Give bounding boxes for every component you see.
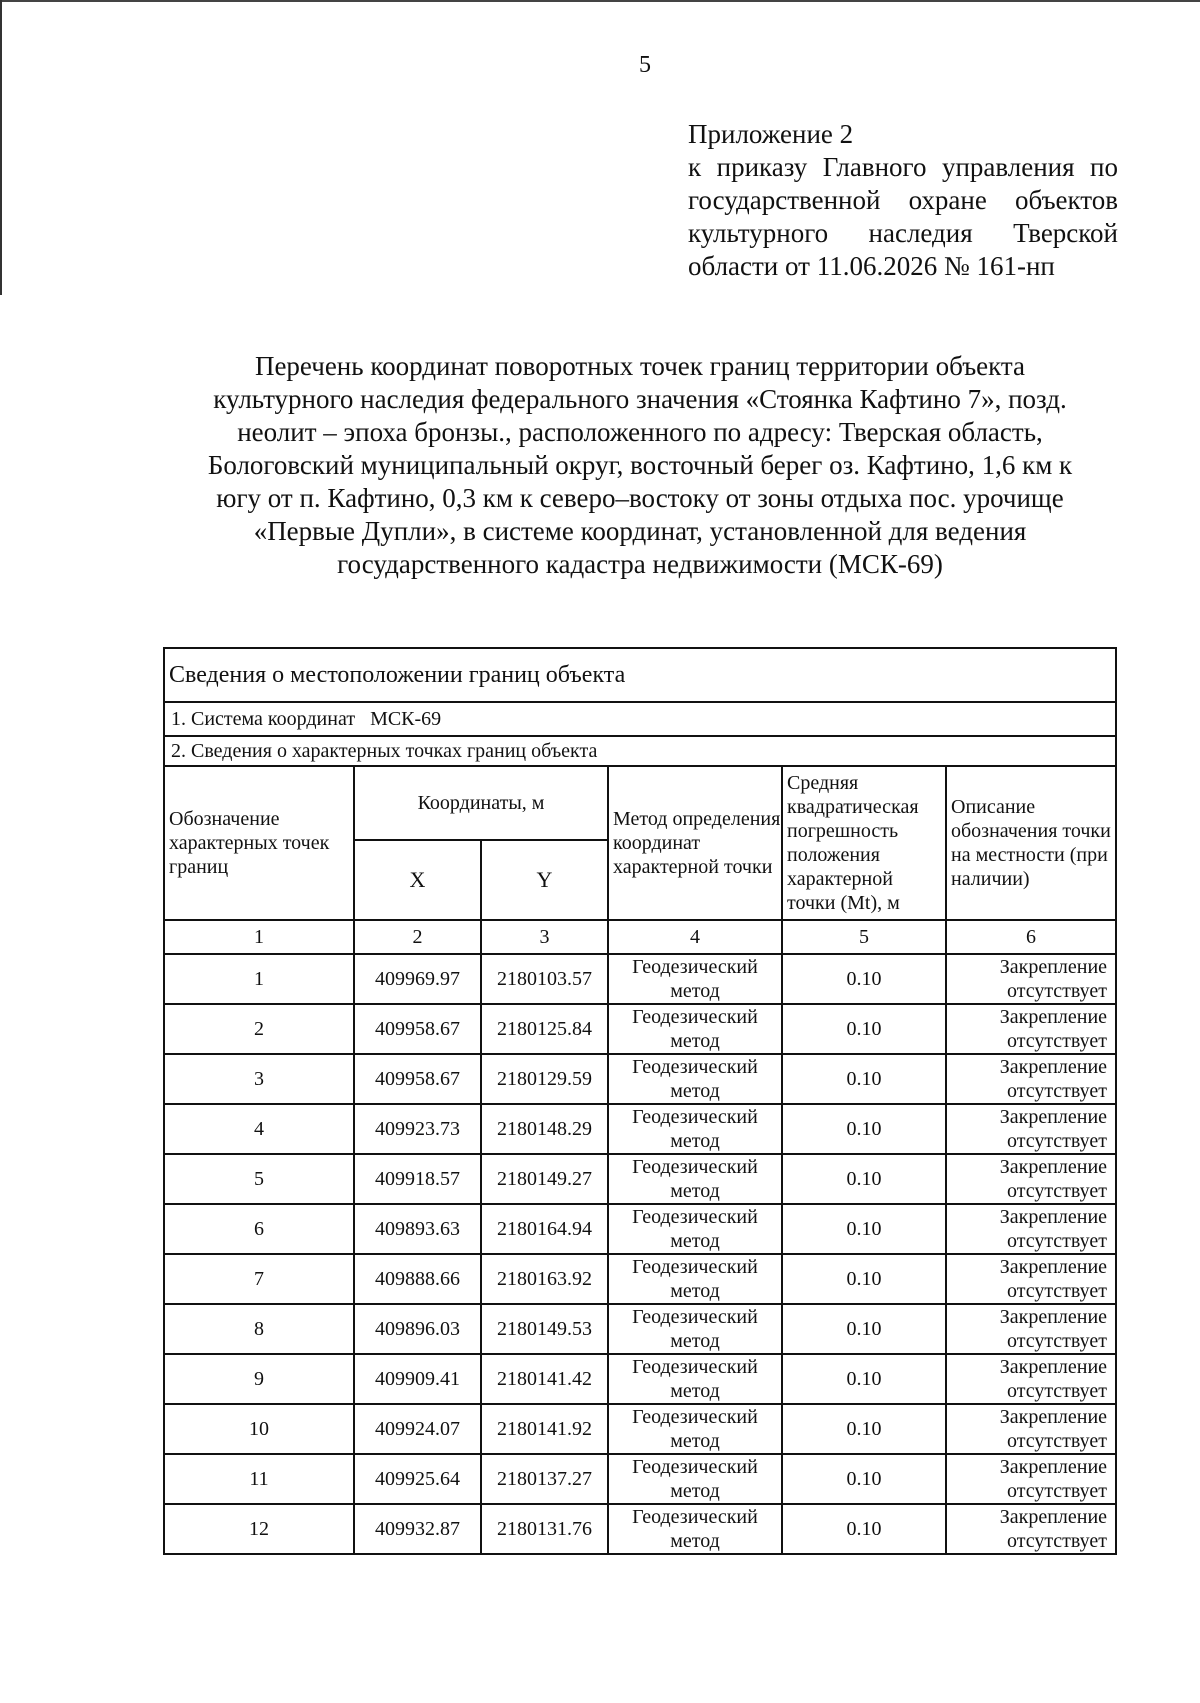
method-cell bbox=[608, 954, 782, 1004]
coordinate-x: 409923.73 bbox=[354, 1104, 481, 1154]
title-line: государственного кадастра недвижимости (МСК-69) bbox=[337, 549, 943, 579]
description-line-1: Закрепление bbox=[999, 1006, 1108, 1028]
point-number: 8 bbox=[164, 1304, 354, 1354]
method-line-2: метод bbox=[670, 1280, 720, 1302]
title-line: неолит – эпоха бронзы., расположенного по адресу: Тверская область, bbox=[237, 417, 1043, 447]
table-row bbox=[164, 1404, 1116, 1454]
coordinate-x: 409932.87 bbox=[354, 1504, 481, 1554]
method-line-1: Геодезический bbox=[632, 1306, 758, 1328]
header-coordinates: Координаты, м bbox=[354, 766, 608, 840]
description-line-1: Закрепление bbox=[999, 1256, 1108, 1278]
table-row bbox=[164, 1004, 1116, 1054]
method-line-1: Геодезический bbox=[632, 1206, 758, 1228]
description-cell bbox=[946, 1304, 1116, 1354]
method-line-2: метод bbox=[670, 1030, 720, 1052]
coordinate-y: 2180163.92 bbox=[481, 1254, 608, 1304]
method-line-2: метод bbox=[670, 1530, 720, 1552]
appendix-line-4: культурного наследия Тверской bbox=[688, 218, 1118, 248]
point-number: 2 bbox=[164, 1004, 354, 1054]
method-line-2: метод bbox=[670, 1430, 720, 1452]
method-cell bbox=[608, 1204, 782, 1254]
description-line-2: отсутствует bbox=[1006, 1530, 1108, 1552]
column-number: 2 bbox=[354, 920, 481, 954]
description-cell bbox=[946, 1354, 1116, 1404]
mean-square-error: 0.10 bbox=[782, 1354, 946, 1404]
mean-square-error: 0.10 bbox=[782, 1454, 946, 1504]
description-line-1: Закрепление bbox=[999, 1406, 1108, 1428]
description-line-1: Закрепление bbox=[999, 1456, 1108, 1478]
method-line-1: Геодезический bbox=[632, 1006, 758, 1028]
description-line-2: отсутствует bbox=[1006, 1280, 1108, 1302]
coordinate-x: 409893.63 bbox=[354, 1204, 481, 1254]
scan-border-left bbox=[0, 0, 2, 295]
table-row bbox=[164, 1354, 1116, 1404]
appendix-line-1: Приложение 2 bbox=[688, 119, 854, 149]
title-line: «Первые Дупли», в системе координат, установленной для ведения bbox=[253, 516, 1027, 546]
page-number: 5 bbox=[639, 52, 651, 78]
method-cell bbox=[608, 1454, 782, 1504]
point-number: 3 bbox=[164, 1054, 354, 1104]
description-cell bbox=[946, 954, 1116, 1004]
description-line-2: отсутствует bbox=[1006, 1180, 1108, 1202]
coordinate-y: 2180141.92 bbox=[481, 1404, 608, 1454]
table-row bbox=[164, 954, 1116, 1004]
description-cell bbox=[946, 1004, 1116, 1054]
method-line-2: метод bbox=[670, 1380, 720, 1402]
appendix-header bbox=[688, 118, 1118, 283]
appendix-line-2: к приказу Главного управления по bbox=[688, 152, 1118, 182]
coordinate-x: 409925.64 bbox=[354, 1454, 481, 1504]
column-number: 3 bbox=[481, 920, 608, 954]
point-number: 9 bbox=[164, 1354, 354, 1404]
method-line-1: Геодезический bbox=[632, 956, 758, 978]
coordinate-y: 2180137.27 bbox=[481, 1454, 608, 1504]
method-line-2: метод bbox=[670, 1330, 720, 1352]
coordinate-x: 409958.67 bbox=[354, 1004, 481, 1054]
description-cell bbox=[946, 1254, 1116, 1304]
coordinate-y: 2180129.59 bbox=[481, 1054, 608, 1104]
mean-square-error: 0.10 bbox=[782, 1304, 946, 1354]
coordinate-y: 2180164.94 bbox=[481, 1204, 608, 1254]
description-cell bbox=[946, 1454, 1116, 1504]
table-row bbox=[164, 1304, 1116, 1354]
header-error: Средняя квадратическая погрешность положения характерной точки (Mt), м bbox=[782, 766, 946, 920]
table-row bbox=[164, 1054, 1116, 1104]
table-caption: Сведения о местоположении границ объекта bbox=[164, 648, 1116, 702]
method-line-2: метод bbox=[670, 1130, 720, 1152]
coordinate-y: 2180131.76 bbox=[481, 1504, 608, 1554]
table-row bbox=[164, 1254, 1116, 1304]
method-cell bbox=[608, 1354, 782, 1404]
description-line-1: Закрепление bbox=[999, 956, 1108, 978]
method-line-1: Геодезический bbox=[632, 1356, 758, 1378]
method-line-2: метод bbox=[670, 1080, 720, 1102]
mean-square-error: 0.10 bbox=[782, 1404, 946, 1454]
table-body bbox=[164, 954, 1116, 1554]
title-line: Перечень координат поворотных точек границ территории объекта bbox=[254, 351, 1026, 381]
method-cell bbox=[608, 1054, 782, 1104]
point-number: 4 bbox=[164, 1104, 354, 1154]
coordinate-system-row bbox=[164, 702, 1116, 736]
coordinate-x: 409969.97 bbox=[354, 954, 481, 1004]
coordinate-system-label: 1. Система координат bbox=[171, 707, 356, 730]
coordinate-x: 409924.07 bbox=[354, 1404, 481, 1454]
coordinate-y: 2180141.42 bbox=[481, 1354, 608, 1404]
description-line-1: Закрепление bbox=[999, 1106, 1108, 1128]
appendix-line-3: государственной охране объектов bbox=[688, 185, 1118, 215]
scan-border-top bbox=[0, 0, 1200, 2]
method-cell bbox=[608, 1504, 782, 1554]
coordinate-system-value: МСК-69 bbox=[370, 707, 442, 730]
method-line-2: метод bbox=[670, 1480, 720, 1502]
method-line-1: Геодезический bbox=[632, 1456, 758, 1478]
coordinate-y: 2180149.27 bbox=[481, 1154, 608, 1204]
table-row bbox=[164, 1154, 1116, 1204]
description-line-1: Закрепление bbox=[999, 1056, 1108, 1078]
mean-square-error: 0.10 bbox=[782, 1504, 946, 1554]
description-cell bbox=[946, 1204, 1116, 1254]
description-line-2: отсутствует bbox=[1006, 1030, 1108, 1052]
description-line-2: отсутствует bbox=[1006, 1430, 1108, 1452]
mean-square-error: 0.10 bbox=[782, 1004, 946, 1054]
coordinate-y: 2180103.57 bbox=[481, 954, 608, 1004]
method-line-1: Геодезический bbox=[632, 1256, 758, 1278]
description-line-2: отсутствует bbox=[1006, 1130, 1108, 1152]
point-number: 5 bbox=[164, 1154, 354, 1204]
method-line-2: метод bbox=[670, 980, 720, 1002]
description-line-1: Закрепление bbox=[999, 1356, 1108, 1378]
method-line-2: метод bbox=[670, 1180, 720, 1202]
point-number: 1 bbox=[164, 954, 354, 1004]
column-number: 4 bbox=[608, 920, 782, 954]
table-row bbox=[164, 1204, 1116, 1254]
coordinate-x: 409896.03 bbox=[354, 1304, 481, 1354]
description-line-1: Закрепление bbox=[999, 1506, 1108, 1528]
mean-square-error: 0.10 bbox=[782, 1254, 946, 1304]
method-cell bbox=[608, 1004, 782, 1054]
point-number: 12 bbox=[164, 1504, 354, 1554]
header-method: Метод определения координат характерной точки bbox=[608, 766, 782, 920]
coordinate-y: 2180125.84 bbox=[481, 1004, 608, 1054]
description-cell bbox=[946, 1054, 1116, 1104]
mean-square-error: 0.10 bbox=[782, 1104, 946, 1154]
column-number: 1 bbox=[164, 920, 354, 954]
method-line-2: метод bbox=[670, 1230, 720, 1252]
table-row bbox=[164, 1454, 1116, 1504]
coordinate-x: 409888.66 bbox=[354, 1254, 481, 1304]
description-cell bbox=[946, 1404, 1116, 1454]
coordinate-x: 409958.67 bbox=[354, 1054, 481, 1104]
description-line-1: Закрепление bbox=[999, 1306, 1108, 1328]
method-cell bbox=[608, 1254, 782, 1304]
point-number: 7 bbox=[164, 1254, 354, 1304]
method-line-1: Геодезический bbox=[632, 1156, 758, 1178]
method-line-1: Геодезический bbox=[632, 1506, 758, 1528]
method-line-1: Геодезический bbox=[632, 1056, 758, 1078]
method-cell bbox=[608, 1404, 782, 1454]
document-title bbox=[160, 350, 1120, 581]
boundary-points-table bbox=[163, 647, 1117, 1555]
header-designation: Обозначение характерных точек границ bbox=[164, 766, 354, 920]
appendix-line-5: области от 11.06.2026 № 161-нп bbox=[688, 251, 1055, 281]
description-line-2: отсутствует bbox=[1006, 1080, 1108, 1102]
title-line: югу от п. Кафтино, 0,3 км к северо–востоку от зоны отдыха пос. урочище bbox=[216, 483, 1064, 513]
method-cell bbox=[608, 1154, 782, 1204]
mean-square-error: 0.10 bbox=[782, 954, 946, 1004]
column-number: 5 bbox=[782, 920, 946, 954]
method-cell bbox=[608, 1304, 782, 1354]
method-cell bbox=[608, 1104, 782, 1154]
table-row bbox=[164, 1104, 1116, 1154]
title-line: Бологовский муниципальный округ, восточный берег оз. Кафтино, 1,6 км к bbox=[207, 450, 1073, 480]
description-line-2: отсутствует bbox=[1006, 1230, 1108, 1252]
points-section-title: 2. Сведения о характерных точках границ объекта bbox=[164, 736, 1116, 766]
coordinate-x: 409909.41 bbox=[354, 1354, 481, 1404]
header-x: X bbox=[354, 840, 481, 920]
column-number: 6 bbox=[946, 920, 1116, 954]
point-number: 11 bbox=[164, 1454, 354, 1504]
header-y: Y bbox=[481, 840, 608, 920]
description-line-2: отсутствует bbox=[1006, 1480, 1108, 1502]
coordinate-y: 2180148.29 bbox=[481, 1104, 608, 1154]
method-line-1: Геодезический bbox=[632, 1106, 758, 1128]
description-line-1: Закрепление bbox=[999, 1156, 1108, 1178]
title-line: культурного наследия федерального значения «Стоянка Кафтино 7», позд. bbox=[213, 384, 1067, 414]
description-line-2: отсутствует bbox=[1006, 1330, 1108, 1352]
mean-square-error: 0.10 bbox=[782, 1054, 946, 1104]
description-line-2: отсутствует bbox=[1006, 1380, 1108, 1402]
mean-square-error: 0.10 bbox=[782, 1154, 946, 1204]
coordinate-y: 2180149.53 bbox=[481, 1304, 608, 1354]
description-cell bbox=[946, 1504, 1116, 1554]
method-line-1: Геодезический bbox=[632, 1406, 758, 1428]
point-number: 10 bbox=[164, 1404, 354, 1454]
description-line-1: Закрепление bbox=[999, 1206, 1108, 1228]
description-cell bbox=[946, 1154, 1116, 1204]
description-cell bbox=[946, 1104, 1116, 1154]
coordinate-x: 409918.57 bbox=[354, 1154, 481, 1204]
point-number: 6 bbox=[164, 1204, 354, 1254]
description-line-2: отсутствует bbox=[1006, 980, 1108, 1002]
header-description: Описание обозначения точки на местности (при наличии) bbox=[946, 766, 1116, 920]
mean-square-error: 0.10 bbox=[782, 1204, 946, 1254]
table-row bbox=[164, 1504, 1116, 1554]
